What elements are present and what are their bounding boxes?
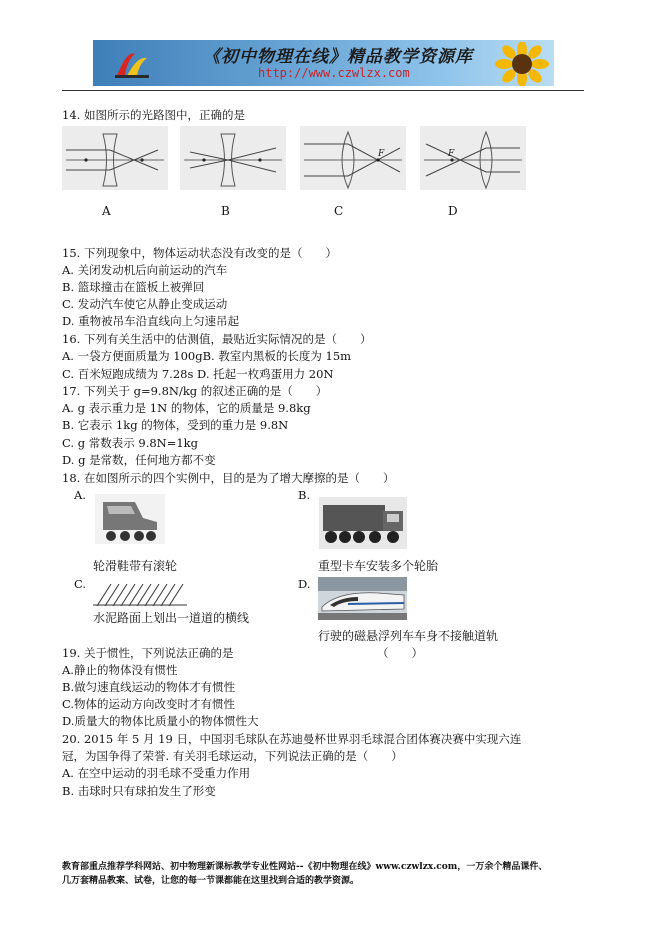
q15-option-b: B. 篮球撞击在篮板上被弹回 bbox=[62, 280, 205, 294]
q15-option-c: C. 发动汽车使它从静止变成运动 bbox=[62, 297, 228, 311]
q20-stem-line1: 20. 2015 年 5 月 19 日，中国羽毛球队在苏迪曼杯世界羽毛球混合团体赛决赛中实现六连 bbox=[62, 732, 522, 746]
q19-option-a: A.静止的物体没有惯性 bbox=[62, 663, 178, 677]
q20-option-a: A. 在空中运动的羽毛球不受重力作用 bbox=[62, 766, 251, 780]
q18-letter-a: A. bbox=[74, 488, 86, 502]
footer-line-2: 几万套精品教案、试卷，让您的每一节课都能在这里找到合适的教学资源。 bbox=[62, 876, 360, 886]
heavy-truck-image bbox=[319, 497, 407, 549]
q15-stem: 15. 下列现象中，物体运动状态没有改变的是（ ） bbox=[62, 246, 337, 260]
q14-figure-d bbox=[420, 126, 526, 190]
banner-title: 《初中物理在线》精品教学资源库 bbox=[203, 47, 473, 67]
q18-caption-b: 重型卡车安装多个轮胎 bbox=[318, 559, 439, 573]
q18-letter-b: B. bbox=[298, 488, 311, 502]
q14-label-c: C bbox=[334, 204, 344, 218]
q19-stem: 19. 关于惯性，下列说法正确的是 bbox=[62, 646, 234, 660]
banner-url: http://www.czwlzx.com bbox=[258, 66, 410, 80]
q17-option-b: B. 它表示 1kg 的物体，受到的重力是 9.8N bbox=[62, 418, 289, 432]
site-logo-icon bbox=[113, 46, 153, 80]
q14-label-d: D bbox=[448, 204, 458, 218]
q19-bracket: （ ） bbox=[377, 646, 423, 660]
q15-option-d: D. 重物被吊车沿直线向上匀速吊起 bbox=[62, 314, 240, 328]
header-divider bbox=[62, 90, 584, 91]
q16-stem: 16. 下列有关生活中的估测值，最贴近实际情况的是（ ） bbox=[62, 332, 372, 346]
q18-caption-a: 轮滑鞋带有滚轮 bbox=[93, 559, 178, 573]
q14-stem: 14. 如图所示的光路图中，正确的是 bbox=[62, 108, 245, 122]
q14-label-b: B bbox=[221, 204, 230, 218]
q20-stem-line2: 冠，为国争得了荣誉. 有关羽毛球运动，下列说法正确的是（ ） bbox=[62, 749, 403, 763]
q14-focus-label-c: F bbox=[378, 149, 385, 159]
maglev-train-image bbox=[318, 577, 407, 620]
q14-figure-c bbox=[300, 126, 406, 190]
q17-option-c: C. g 常数表示 9.8N=1kg bbox=[62, 436, 199, 450]
q19-option-d: D.质量大的物体比质量小的物体惯性大 bbox=[62, 714, 259, 728]
q18-caption-c: 水泥路面上划出一道道的横线 bbox=[93, 611, 250, 625]
q15-option-a: A. 关闭发动机后向前运动的汽车 bbox=[62, 263, 228, 277]
roller-skate-image bbox=[95, 494, 165, 544]
q19-option-b: B.做匀速直线运动的物体才有惯性 bbox=[62, 680, 236, 694]
q20-option-b: B. 击球时只有球拍发生了形变 bbox=[62, 784, 216, 798]
q16-options-ab: A. 一袋方便面质量为 100gB. 教室内黑板的长度为 15m bbox=[62, 349, 352, 363]
page-footer bbox=[62, 860, 602, 888]
grooved-road-image bbox=[93, 584, 187, 606]
q17-option-a: A. g 表示重力是 1N 的物体，它的质量是 9.8kg bbox=[62, 401, 311, 415]
q14-figure-b bbox=[180, 126, 286, 190]
header-banner bbox=[93, 40, 554, 86]
q14-figure-a bbox=[62, 126, 168, 190]
q16-options-cd: C. 百米短跑成绩为 7.28s D. 托起一枚鸡蛋用力 20N bbox=[62, 367, 334, 381]
q14-focus-label-d: F bbox=[448, 149, 455, 159]
q19-option-c: C.物体的运动方向改变时才有惯性 bbox=[62, 697, 236, 711]
footer-line-1: 教育部重点推荐学科网站、初中物理新课标教学专业性网站--《初中物理在线》www.czwlzx.com，一万余个精品课件、 bbox=[62, 862, 548, 872]
q14-label-a: A bbox=[102, 204, 111, 218]
q17-option-d: D. g 是常数，任何地方都不变 bbox=[62, 453, 216, 467]
sunflower-icon bbox=[494, 42, 550, 86]
q17-stem: 17. 下列关于 g=9.8N/kg 的叙述正确的是（ ） bbox=[62, 384, 328, 398]
q18-letter-c: C. bbox=[74, 577, 87, 591]
q18-stem: 18. 在如图所示的四个实例中，目的是为了增大摩擦的是（ ） bbox=[62, 471, 395, 485]
q18-caption-d: 行驶的磁悬浮列车车身不接触道轨 bbox=[318, 629, 499, 643]
q18-letter-d: D. bbox=[298, 577, 311, 591]
